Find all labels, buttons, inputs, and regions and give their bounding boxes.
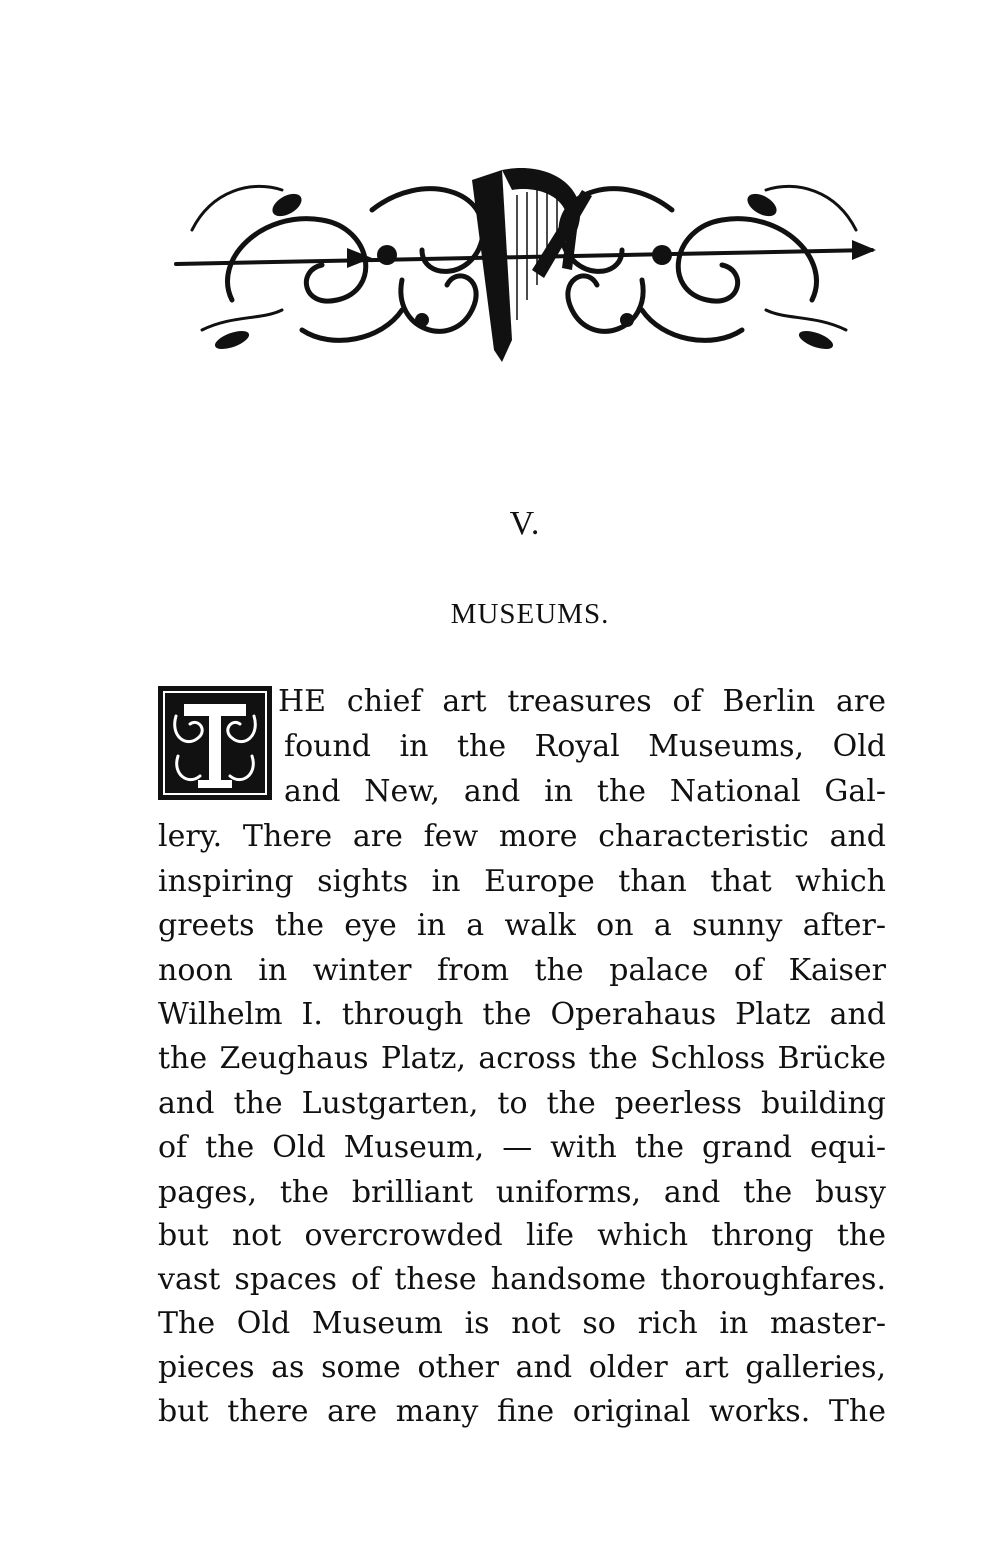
- floral-harp-sword-headpiece-icon: [172, 150, 876, 372]
- body-line: pieces as some other and older art galleries,: [158, 1350, 886, 1385]
- body-line: and New, and in the National Gal-: [284, 774, 886, 809]
- body-line: of the Old Museum, — with the grand equi-: [158, 1130, 886, 1165]
- body-line: noon in winter from the palace of Kaiser: [158, 953, 886, 988]
- body-line: the Zeughaus Platz, across the Schloss Brücke: [158, 1041, 886, 1076]
- body-line: vast spaces of these handsome thoroughfares.: [158, 1262, 886, 1297]
- body-line: Wilhelm I. through the Operahaus Platz and: [158, 997, 886, 1032]
- body-line: inspiring sights in Europe than that which: [158, 864, 886, 899]
- body-line: HE chief art treasures of Berlin are: [278, 684, 886, 719]
- chapter-title: MUSEUMS.: [450, 598, 610, 630]
- body-line: and the Lustgarten, to the peerless building: [158, 1086, 886, 1121]
- body-line: but there are many fine original works. The: [158, 1394, 886, 1429]
- body-line: pages, the brilliant uniforms, and the busy: [158, 1175, 886, 1210]
- body-line: greets the eye in a walk on a sunny after-: [158, 908, 886, 943]
- body-line: The Old Museum is not so rich in master-: [158, 1306, 886, 1341]
- chapter-number: V.: [509, 505, 541, 542]
- body-line: lery. There are few more characteristic and: [158, 819, 886, 854]
- body-line: but not overcrowded life which throng the: [158, 1218, 886, 1253]
- body-line: found in the Royal Museums, Old: [284, 729, 886, 764]
- ornamental-drop-cap-t-icon: [158, 686, 272, 800]
